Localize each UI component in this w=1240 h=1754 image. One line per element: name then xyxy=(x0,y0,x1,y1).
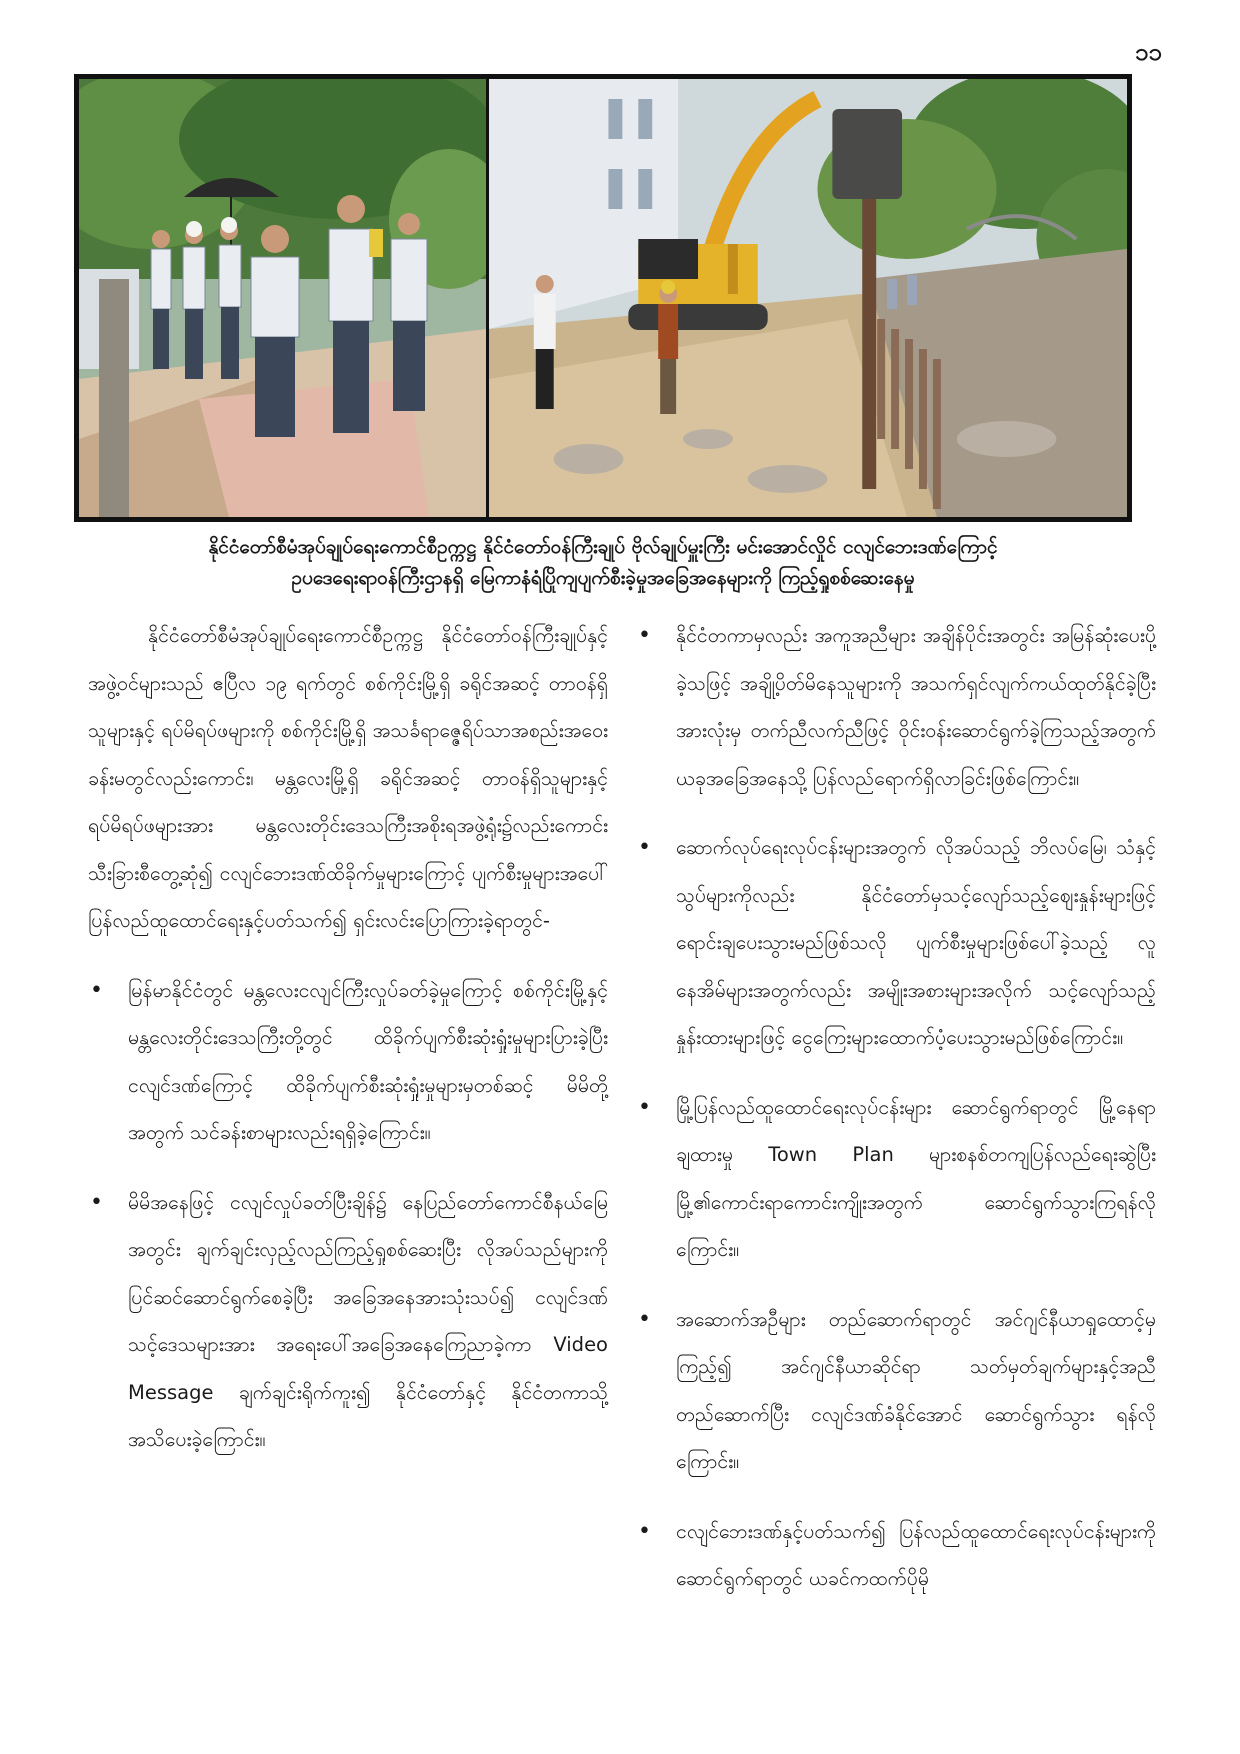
caption-line-1: နိုင်ငံတော်စီမံအုပ်ချုပ်ရေးကောင်စီဥက္ကဋ္ဌ နိုင်ငံတော်ဝန်ကြီးချုပ် ဗိုလ်ချုပ်မှူးကြီး မင်းအောင်လှိုင် ငလျင်ဘေးဒဏ်ကြောင့် xyxy=(208,536,998,558)
right-column xyxy=(636,612,1156,1625)
bullet-item: • မိမိအနေဖြင့် ငလျင်လှုပ်ခတ်ပြီးချိန်၌ နေပြည်တော်ကောင်စီနယ်မြေအတွင်း ချက်ချင်းလှည့်လည်ကြည့်ရှုစစ်ဆေးပြီး လိုအပ်သည်များကို ပြင်ဆင်ဆောင်ရွက်စေခဲ့ပြီး အခြေအနေအားသုံးသပ်၍ ငလျင်ဒဏ်သင့်ဒေသများအား အရေးပေါ်အခြေအနေကြေညာခဲ့ကာ Video Message ချက်ချင်းရိုက်ကူး၍ နိုင်ငံတော်နှင့် နိုင်ငံတကာသို့ အသိပေးခဲ့ကြောင်း။ xyxy=(88,1179,608,1464)
bullet-item: • မြို့ပြန်လည်ထူထောင်ရေးလုပ်ငန်းများ ဆောင်ရွက်ရာတွင် မြို့နေရာချထားမှု Town Plan များစနစ်တကျပြန်လည်ရေးဆွဲပြီး မြို့၏ကောင်းရာကောင်းကျိုးအတွက် ဆောင်ရွက်သွားကြရန်လိုကြောင်း။ xyxy=(636,1084,1156,1274)
caption-line-2: ဥပဒေရေးရာဝန်ကြီးဌာနရှိ မြေကာနံရံပြိုကျပျက်စီးခဲ့မှုအခြေအနေများကို ကြည့်ရှုစစ်ဆေးနေမှု xyxy=(291,567,915,589)
excavator-embankment-photo xyxy=(489,79,1127,517)
left-bullet-list xyxy=(88,967,608,1464)
bullet-item: • အဆောက်အဦများ တည်ဆောက်ရာတွင် အင်ဂျင်နီယာရှုထောင့်မှကြည့်၍ အင်ဂျင်နီယာဆိုင်ရာ သတ်မှတ်ချက်များနှင့်အညီတည်ဆောက်ပြီး ငလျင်ဒဏ်ခံနိုင်အောင် ဆောင်ရွက်သွား ရန်လိုကြောင်း။ xyxy=(636,1296,1156,1486)
left-column xyxy=(88,612,608,1486)
bullet-item: • မြန်မာနိုင်ငံတွင် မန္တလေးငလျင်ကြီးလှုပ်ခတ်ခဲ့မှုကြောင့် စစ်ကိုင်းမြို့နှင့် မန္တလေးတိုင်းဒေသကြီးတို့တွင် ထိခိုက်ပျက်စီးဆုံးရှုံးမှုများပြားခဲ့ပြီး ငလျင်ဒဏ်ကြောင့် ထိခိုက်ပျက်စီးဆုံးရှုံးမှုများမှတစ်ဆင့် မိမိတို့အတွက် သင်ခန်းစာများလည်းရရှိခဲ့ကြောင်း။ xyxy=(88,967,608,1157)
inspection-group-photo xyxy=(79,79,486,517)
intro-paragraph: နိုင်ငံတော်စီမံအုပ်ချုပ်ရေးကောင်စီဥက္ကဋ္ဌ နိုင်ငံတော်ဝန်ကြီးချုပ်နှင့် အဖွဲ့ဝင်များသည် ဧပြီလ ၁၉ ရက်တွင် စစ်ကိုင်းမြို့ရှိ ခရိုင်အဆင့် တာဝန်ရှိသူများနှင့် ရပ်မိရပ်ဖများကို စစ်ကိုင်းမြို့ရှိ အသင်္ခရာဇ္ဇေရိပ်သာအစည်းအဝေးခန်းမတွင်လည်းကောင်း၊ မန္တလေးမြို့ရှိ ခရိုင်အဆင့် တာဝန်ရှိသူများနှင့် ရပ်မိရပ်ဖများအား မန္တလေးတိုင်းဒေသကြီးအစိုးရအဖွဲ့ရုံး၌လည်းကောင်း သီးခြားစီတွေ့ဆုံ၍ ငလျင်ဘေးဒဏ်ထိခိုက်မှုများကြောင့် ပျက်စီးမှုများအပေါ် ပြန်လည်ထူထောင်ရေးနှင့်ပတ်သက်၍ ရှင်းလင်းပြောကြားခဲ့ရာတွင်- xyxy=(88,624,608,932)
bullet-item: • နိုင်ငံတကာမှလည်း အကူအညီများ အချိန်ပိုင်းအတွင်း အမြန်ဆုံးပေးပို့ခဲ့သဖြင့် အချို့ပိတ်မိနေသူများကို အသက်ရှင်လျက်ကယ်ထုတ်နိုင်ခဲ့ပြီး အားလုံးမှ တက်ညီလက်ညီဖြင့် ဝိုင်းဝန်းဆောင်ရွက်ခဲ့ကြသည့်အတွက် ယခုအခြေအနေသို့ ပြန်လည်ရောက်ရှိလာခြင်းဖြစ်ကြောင်း။ xyxy=(636,612,1156,802)
photo-caption xyxy=(74,532,1132,594)
photo-frame xyxy=(74,74,1132,522)
bullet-item: • ငလျင်ဘေးဒဏ်နှင့်ပတ်သက်၍ ပြန်လည်ထူထောင်ရေးလုပ်ငန်းများကို ဆောင်ရွက်ရာတွင် ယခင်ကထက်ပိုမို xyxy=(636,1508,1156,1603)
right-bullet-list xyxy=(636,612,1156,1603)
bullet-item: • ဆောက်လုပ်ရေးလုပ်ငန်းများအတွက် လိုအပ်သည့် ဘိလပ်မြေ၊ သံနှင့်သွပ်များကိုလည်း နိုင်ငံတော်မှသင့်လျော်သည့်ဈေးနှုန်းများဖြင့် ရောင်းချပေးသွားမည်ဖြစ်သလို ပျက်စီးမှုများဖြစ်ပေါ်ခဲ့သည့် လူနေအိမ်များအတွက်လည်း အမျိုးအစားများအလိုက် သင့်လျော်သည့် နှုန်းထားများဖြင့် ငွေကြေးများထောက်ပံ့ပေးသွားမည်ဖြစ်ကြောင်း။ xyxy=(636,824,1156,1062)
page-number: ၁၁ xyxy=(1135,38,1162,66)
